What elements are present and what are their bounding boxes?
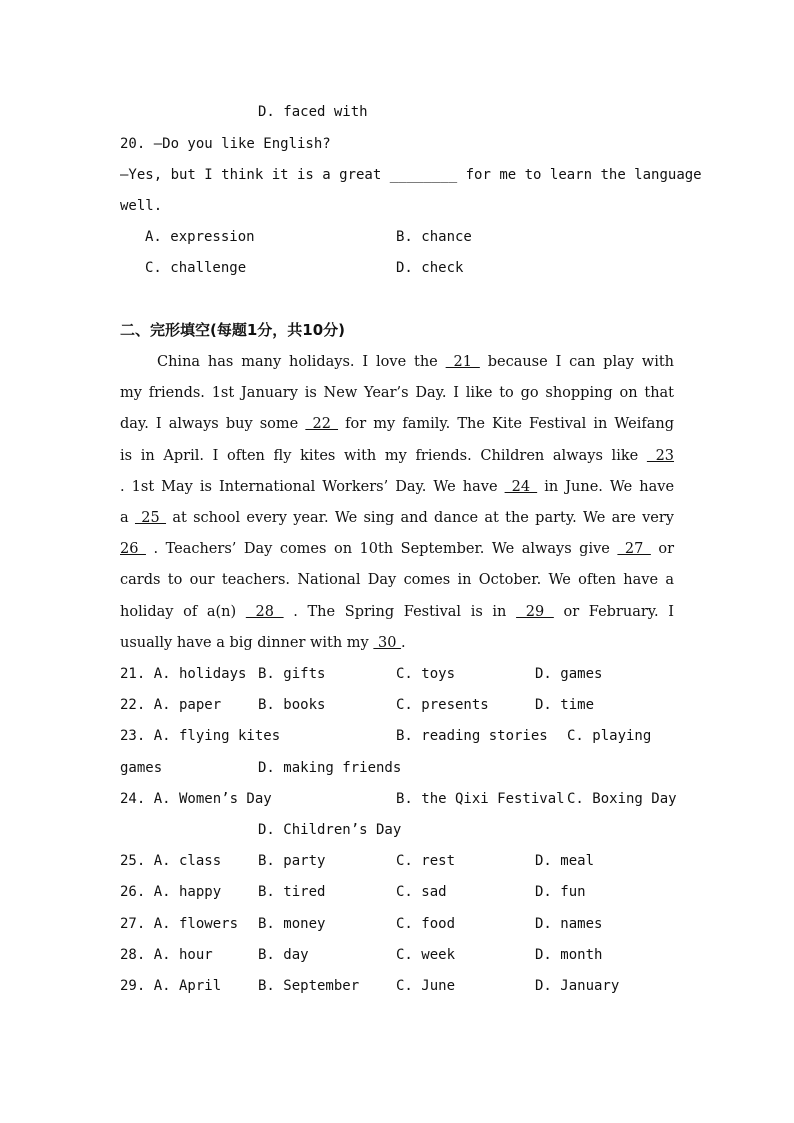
q27-option-c: C. food [396,916,456,932]
q25-option-c: C. rest [396,853,456,869]
q23-option-c-wrap: games [120,760,163,776]
q27-option-a: 27. A. flowers [120,916,239,932]
q24-option-a: 24. A. Women’s Day [120,791,272,807]
q24-option-c: C. Boxing Day [567,791,677,807]
passage-line-4 [120,446,674,466]
q20-answer-post: for me to learn the language [465,167,702,183]
q23-option-d: D. making friends [258,760,402,776]
passage-line-2: my friends. 1st January is New Year’s Day. I like to go shopping on that [120,385,674,401]
blank-25: 25 [134,510,167,526]
passage-line-5 [120,477,674,497]
q20-option-c: C. challenge [145,260,247,276]
q20-stem: 20. —Do you like English? [120,136,331,152]
q26-option-b: B. tired [258,884,326,900]
q28-option-b: B. day [258,947,309,963]
q25-option-a: 25. A. class [120,853,222,869]
passage-text: at school every year. We sing and dance at the party. We are very [172,510,674,526]
blank-22: 22 [305,416,339,432]
blank-24: 24 [504,479,538,495]
q24-option-b: B. the Qixi Festival [396,791,565,807]
q21-option-b: B. gifts [258,666,326,682]
passage-line-8: cards to our teachers. National Day comes in October. We often have a [120,572,674,588]
section-heading: 二、完形填空(每题1分，共10分) [120,321,346,339]
q21-option-a: 21. A. holidays [120,666,247,682]
passage-text: or February. I [563,604,675,620]
passage-text: . 1st May is International Workers’ Day. We have [120,479,498,495]
q28-option-d: D. month [535,947,603,963]
passage-text: or [658,541,675,557]
q29-option-d: D. January [535,978,620,994]
q25-option-b: B. party [258,853,326,869]
passage-line-1 [157,352,674,372]
passage-line-9 [120,602,674,622]
blank-23: 23 [646,448,675,464]
q23-option-b: B. reading stories [396,728,548,744]
blank-27: 27 [617,541,651,557]
passage-line-6 [120,508,674,528]
q28-option-c: C. week [396,947,456,963]
q28-option-a: 28. A. hour [120,947,213,963]
passage-text: . Teachers’ Day comes on 10th September. We always give [153,541,610,557]
passage-line-10 [120,633,406,653]
q26-option-a: 26. A. happy [120,884,222,900]
q23-option-c: C. playing [567,728,652,744]
q20-option-b: B. chance [396,229,472,245]
q19-option-d: D. faced with [258,104,368,120]
passage-text: . [401,635,406,651]
q20-option-a: A. expression [145,229,255,245]
passage-line-3 [120,414,674,434]
q20-option-d: D. check [396,260,464,276]
blank-21: 21 [445,354,480,370]
passage-text: a [120,510,129,526]
blank-29: 29 [516,604,554,620]
q20-answer-pre: —Yes, but I think it is a great [120,167,382,183]
q21-option-c: C. toys [396,666,456,682]
q23-option-a: 23. A. flying kites [120,728,281,744]
passage-text: is in April. I often fly kites with my friends. Children always like [120,448,639,464]
q26-option-d: D. fun [535,884,586,900]
q20-answer-line [120,165,702,185]
q29-option-c: C. June [396,978,456,994]
passage-text: in June. We have [544,479,675,495]
blank-28: 28 [245,604,284,620]
passage-line-7 [120,539,674,559]
passage-text: holiday of a(n) [120,604,237,620]
passage-text: because I can play with [487,354,675,370]
q25-option-d: D. meal [535,853,595,869]
passage-text: for my family. The Kite Festival in Weifang [345,416,675,432]
q22-option-b: B. books [258,697,326,713]
q27-option-d: D. names [535,916,603,932]
q26-option-c: C. sad [396,884,447,900]
q27-option-b: B. money [258,916,326,932]
q22-option-c: C. presents [396,697,489,713]
q29-option-b: B. September [258,978,360,994]
q24-option-d: D. Children’s Day [258,822,402,838]
q20-answer-end: well. [120,198,163,214]
q22-option-d: D. time [535,697,595,713]
q22-option-a: 22. A. paper [120,697,222,713]
passage-text: day. I always buy some [120,416,299,432]
blank-30: 30 [373,635,402,651]
q20-blank: ________ [389,167,458,183]
q21-option-d: D. games [535,666,603,682]
q29-option-a: 29. A. April [120,978,222,994]
passage-text: China has many holidays. I love the [157,354,438,370]
passage-text: usually have a big dinner with my [120,635,369,651]
passage-text: . The Spring Festival is in [293,604,507,620]
blank-26: 26 [120,541,146,557]
